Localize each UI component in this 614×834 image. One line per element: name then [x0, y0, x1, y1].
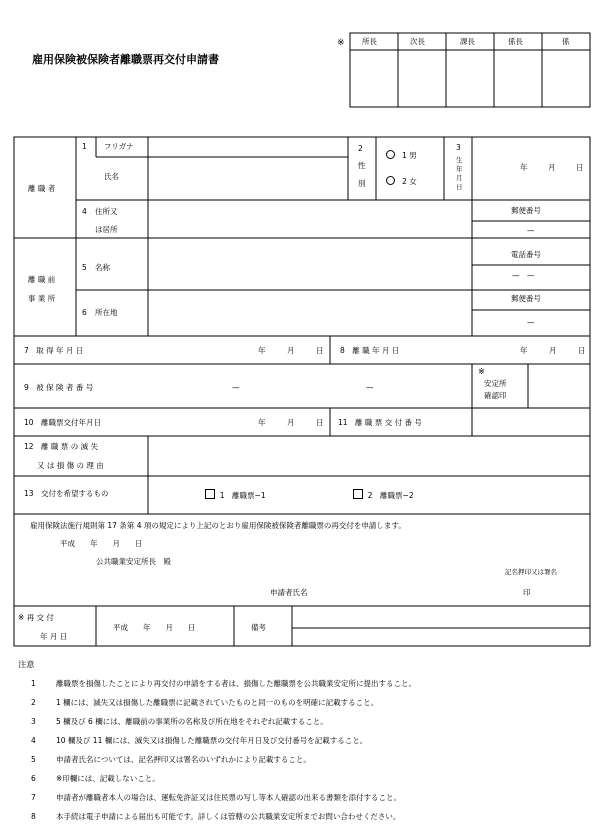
insured-number-label: 9 被 保 険 者 番 号 [24, 383, 94, 392]
declaration-date: 平成 年 月 日 [60, 539, 143, 548]
field-4-number: 4 [82, 207, 87, 216]
approval-header-kakaricho: 係長 [508, 37, 523, 46]
form-title: 雇用保険被保険者離職票再交付申請書 [32, 53, 219, 66]
employer-label-1: 離 職 前 [28, 275, 56, 284]
birth-label-1: 生 [456, 156, 463, 164]
birth-label-3: 月 [456, 174, 463, 182]
acquisition-date-label: 7 取 得 年 月 日 [24, 346, 84, 355]
office-seal-label-2: 確認印 [484, 391, 507, 400]
furigana-input[interactable] [150, 139, 346, 155]
insured-number-dash-2: — [366, 383, 374, 392]
separation-day: 日 [578, 346, 586, 355]
note-number: 8 [31, 812, 36, 821]
note-number: 1 [31, 679, 36, 688]
option-1-label: 1 離職票−1 [219, 491, 266, 500]
note-text: 10 欄及び 11 欄には、滅失又は損傷した離職票の交付年月日及び交付番号を記載すること。 [56, 736, 368, 745]
issue-year: 年 [258, 418, 266, 427]
loss-reason-label-2: 又 は 損 傷 の 理 由 [37, 461, 104, 470]
note-text: 申請者が離職者本人の場合は、運転免許証又は住民票の写し等本人確認の出来る書類を添付すること。 [56, 793, 401, 802]
phone-dashes: — — [512, 271, 535, 280]
birth-label-2: 年 [456, 165, 463, 173]
address-input[interactable] [150, 202, 470, 236]
postal-code-label-1: 郵便番号 [511, 206, 541, 215]
employer-name-label: 名称 [95, 263, 110, 272]
applicant-name-input[interactable] [330, 580, 510, 600]
female-label: 2 女 [402, 177, 417, 186]
office-seal-asterisk: ※ [478, 366, 485, 376]
note-text: 本手続は電子申請による届出も可能です。詳しくは管轄の公共職業安定所までお問い合わせください。 [56, 812, 401, 821]
office-seal-label-1: 安定所 [484, 379, 507, 388]
radio-circle-icon [386, 176, 395, 185]
sex-label-2: 別 [358, 179, 366, 188]
sex-label-1: 性 [358, 161, 366, 170]
birth-label-4: 日 [456, 183, 463, 191]
acquisition-year: 年 [258, 346, 266, 355]
birth-month: 月 [548, 163, 556, 172]
issue-date-label: 10 離職票交付年月日 [24, 418, 102, 427]
loss-reason-input[interactable] [150, 438, 588, 474]
note-number: 7 [31, 793, 36, 802]
sex-option-female[interactable] [386, 176, 417, 186]
field-1-number: 1 [82, 142, 87, 151]
employer-address-input[interactable] [150, 292, 470, 334]
note-text: ※印欄には、記載しないこと。 [56, 774, 160, 783]
field-2-number: 2 [358, 144, 363, 153]
separation-month: 月 [549, 346, 557, 355]
name-input[interactable] [150, 159, 346, 198]
note-number: 2 [31, 698, 36, 707]
address-label-2: は居所 [95, 225, 118, 234]
field-5-number: 5 [82, 263, 87, 272]
note-text: 離職票を損傷したことにより再交付の申請をする者は、損傷した離職票を公共職業安定所に提出すること。 [56, 679, 416, 688]
employer-label-2: 事 業 所 [28, 294, 56, 303]
address-label-1: 住所又 [95, 207, 118, 216]
declaration-text: 雇用保険法施行規則第 17 条第 4 項の規定により上記のとおり雇用保険被保険者離職票の再交付を申請します。 [30, 521, 406, 530]
notes-heading: 注意 [18, 659, 35, 669]
note-number: 3 [31, 717, 36, 726]
phone-label: 電話番号 [511, 250, 541, 259]
separation-date-label: 8 離 職 年 月 日 [340, 346, 400, 355]
note-number: 5 [31, 755, 36, 764]
postal-code-dash-2: — [527, 318, 535, 327]
approval-header-kakari: 係 [562, 37, 570, 46]
reissue-date-value: 平成 年 月 日 [113, 623, 196, 632]
note-text: 申請者氏名については、記名押印又は署名のいずれかにより記載すること。 [56, 755, 311, 764]
checkbox-icon [205, 489, 215, 499]
birth-year: 年 [520, 163, 528, 172]
acquisition-month: 月 [287, 346, 295, 355]
issue-number-label: 11 離 職 票 交 付 番 号 [338, 418, 422, 427]
field-6-number: 6 [82, 308, 87, 317]
option-rishokuhyo-2[interactable] [353, 489, 414, 500]
postal-code-label-2: 郵便番号 [511, 294, 541, 303]
field-3-number: 3 [456, 143, 461, 152]
insured-number-dash-1: — [232, 383, 240, 392]
approval-header-shocho: 所長 [362, 37, 377, 46]
note-text: 5 欄及び 6 欄には、離職前の事業所の名称及び所在地をそれぞれ記載すること。 [56, 717, 328, 726]
birth-day: 日 [576, 163, 584, 172]
rishokusha-label: 離 職 者 [28, 184, 56, 193]
reissue-date-label-2: 年 月 日 [40, 632, 68, 641]
postal-code-dash-1: — [527, 226, 535, 235]
loss-reason-label-1: 12 離 職 票 の 滅 失 [24, 442, 98, 451]
male-label: 1 男 [402, 151, 417, 160]
shimei-label: 氏名 [104, 172, 119, 181]
checkbox-icon [353, 489, 363, 499]
remarks-label: 備考 [251, 623, 266, 632]
approval-header-jicho: 次長 [410, 37, 425, 46]
issue-day: 日 [316, 418, 324, 427]
employer-address-label: 所在地 [95, 308, 118, 317]
requested-items-label: 13 交付を希望するもの [24, 489, 109, 498]
seal-note: 記名押印又は署名 [505, 568, 557, 576]
option-rishokuhyo-1[interactable] [205, 489, 266, 500]
sex-option-male[interactable] [386, 150, 417, 160]
option-2-label: 2 離職票−2 [367, 491, 414, 500]
radio-circle-icon [386, 150, 395, 159]
declaration-addressee: 公共職業安定所長 殿 [96, 557, 171, 566]
note-number: 6 [31, 774, 36, 783]
employer-name-input[interactable] [150, 240, 470, 288]
acquisition-day: 日 [316, 346, 324, 355]
note-text: 1 欄には、滅失又は損傷した離職票に記載されていたものと同一のものを明確に記載すること。 [56, 698, 379, 707]
furigana-label: フリガナ [104, 142, 134, 151]
separation-year: 年 [520, 346, 528, 355]
approval-header-kacho: 課長 [460, 37, 475, 46]
approval-asterisk: ※ [337, 38, 345, 48]
seal-mark: 印 [523, 588, 531, 597]
note-number: 4 [31, 736, 36, 745]
applicant-name-label: 申請者氏名 [270, 588, 308, 597]
issue-month: 月 [287, 418, 295, 427]
reissue-date-label-1: ※ 再 交 付 [18, 613, 54, 622]
